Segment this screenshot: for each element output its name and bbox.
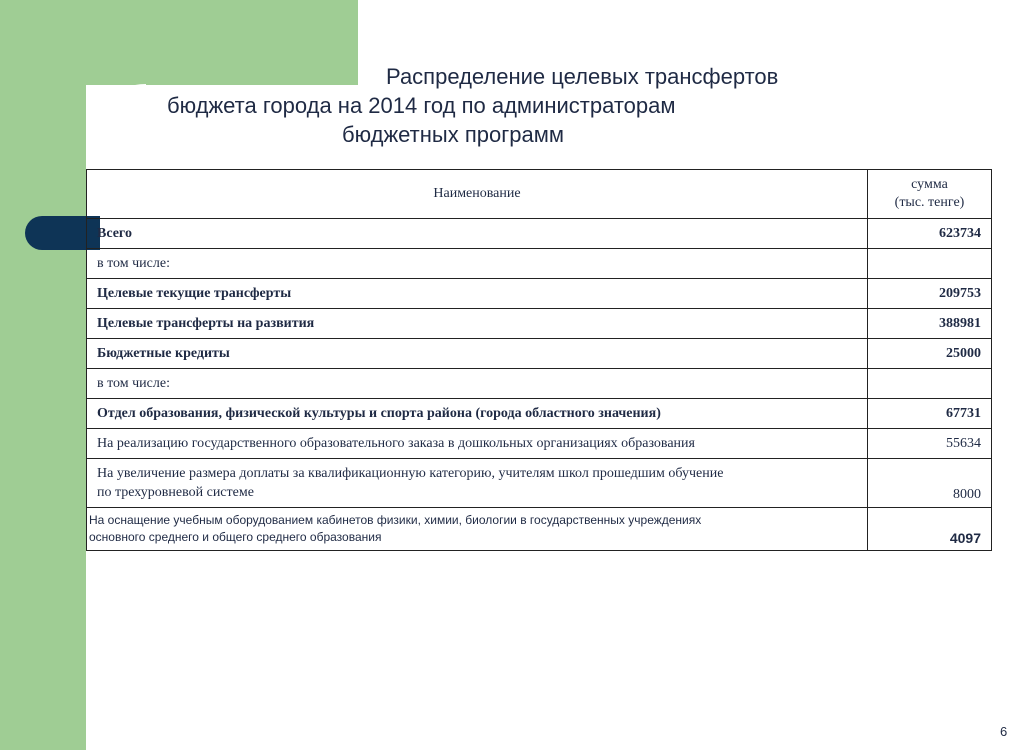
table-row	[87, 429, 992, 459]
row-name: Отдел образования, физической культуры и спорта района (города областного значения)	[87, 399, 868, 429]
left-green-band	[0, 0, 86, 750]
row-sum: 55634	[868, 429, 992, 459]
top-green-block	[86, 0, 358, 85]
table-row	[87, 249, 992, 279]
header-sum-line-1: сумма	[911, 177, 948, 192]
header-name: Наименование	[87, 170, 868, 219]
row-name: в том числе:	[87, 369, 868, 399]
table-row	[87, 339, 992, 369]
row-name: Бюджетные кредиты	[87, 339, 868, 369]
table-row	[87, 508, 992, 551]
table-row	[87, 399, 992, 429]
row-name-line-2: основного среднего и общего среднего образования	[89, 530, 382, 544]
title-line-3: бюджетных программ	[342, 122, 564, 147]
table-row	[87, 459, 992, 508]
row-sum: 25000	[868, 339, 992, 369]
title-line-2: бюджета города на 2014 год по администраторам	[167, 93, 676, 118]
table-header-row	[87, 170, 992, 219]
row-name-line-1: На увеличение размера доплаты за квалификационную категорию, учителям школ прошедшим обучение	[97, 466, 724, 481]
row-name: Всего	[87, 219, 868, 249]
row-sum: 8000	[868, 459, 992, 508]
corner-curve	[86, 84, 146, 144]
header-sum-line-2: (тыс. тенге)	[894, 195, 965, 210]
row-sum: 388981	[868, 309, 992, 339]
row-sum: 4097	[868, 508, 992, 551]
budget-table	[86, 169, 992, 551]
row-sum	[868, 369, 992, 399]
row-sum: 623734	[868, 219, 992, 249]
row-sum: 209753	[868, 279, 992, 309]
title-line-1: Распределение целевых трансфертов	[386, 64, 779, 89]
row-name: в том числе:	[87, 249, 868, 279]
row-name-line-1: На оснащение учебным оборудованием кабинетов физики, химии, биологии в государственных учреждениях	[89, 513, 702, 527]
table-row	[87, 309, 992, 339]
row-name	[87, 508, 868, 551]
row-name: На реализацию государственного образовательного заказа в дошкольных организациях образования	[87, 429, 868, 459]
page-number: 6	[1000, 724, 1008, 739]
table-row	[87, 219, 992, 249]
row-sum	[868, 249, 992, 279]
row-name	[87, 459, 868, 508]
row-name: Целевые текущие трансферты	[87, 279, 868, 309]
table-row	[87, 369, 992, 399]
table-row	[87, 279, 992, 309]
row-name-line-2: по трехуровневой системе	[97, 485, 254, 500]
row-name: Целевые трансферты на развития	[87, 309, 868, 339]
header-sum	[868, 170, 992, 219]
row-sum: 67731	[868, 399, 992, 429]
